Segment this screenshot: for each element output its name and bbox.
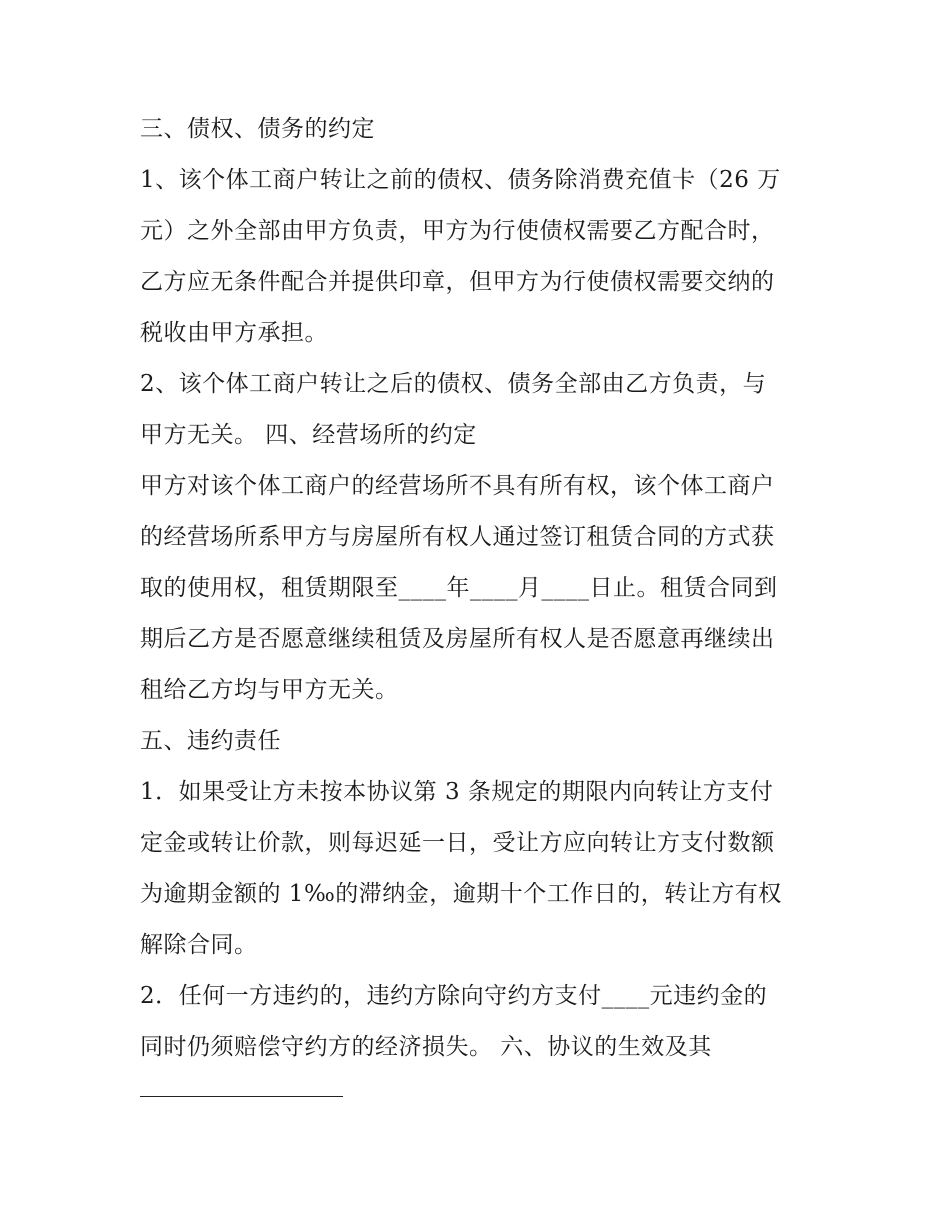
- paragraph-line: 期后乙方是否愿意继续租赁及房屋所有权人是否愿意再继续出: [140, 626, 775, 652]
- paragraph-line: 2．任何一方违约的，违约方除向守约方支付____元违约金的: [140, 983, 768, 1009]
- paragraph-line: 的经营场所系甲方与房屋所有权人通过签订租赁合同的方式获: [140, 524, 775, 550]
- paragraph-line: 解除合同。: [140, 932, 258, 958]
- paragraph-line: 甲方无关。 四、经营场所的约定: [140, 422, 477, 448]
- paragraph-line: 同时仍须赔偿守约方的经济损失。 六、协议的生效及其: [140, 1034, 712, 1060]
- paragraph-line: 乙方应无条件配合并提供印章，但甲方为行使债权需要交纳的: [140, 269, 775, 295]
- footnote-separator-rule: [140, 1096, 343, 1097]
- paragraph-line: 为逾期金额的 1‰的滞纳金，逾期十个工作日的，转让方有权: [140, 881, 782, 907]
- paragraph-line: 1．如果受让方未按本协议第 3 条规定的期限内向转让方支付: [140, 779, 774, 805]
- paragraph-line: 定金或转让价款，则每迟延一日，受让方应向转让方支付数额: [140, 830, 775, 856]
- paragraph-line: 租给乙方均与甲方无关。: [140, 677, 399, 703]
- paragraph-line: 2、该个体工商户转让之后的债权、债务全部由乙方负责，与: [140, 371, 767, 397]
- document-body: [140, 107, 820, 1076]
- paragraph-line: 甲方对该个体工商户的经营场所不具有所有权，该个体工商户: [140, 473, 775, 499]
- paragraph-line: 元）之外全部由甲方负责，甲方为行使债权需要乙方配合时，: [140, 218, 775, 244]
- section-heading-debts: 三、债权、债务的约定: [140, 116, 375, 142]
- paragraph-line: 1、该个体工商户转让之前的债权、债务除消费充值卡（26 万: [140, 167, 781, 193]
- paragraph-line: 取的使用权，租赁期限至____年____月____日止。租赁合同到: [140, 575, 778, 601]
- section-heading-breach: 五、违约责任: [140, 728, 281, 754]
- paragraph-line: 税收由甲方承担。: [140, 320, 328, 346]
